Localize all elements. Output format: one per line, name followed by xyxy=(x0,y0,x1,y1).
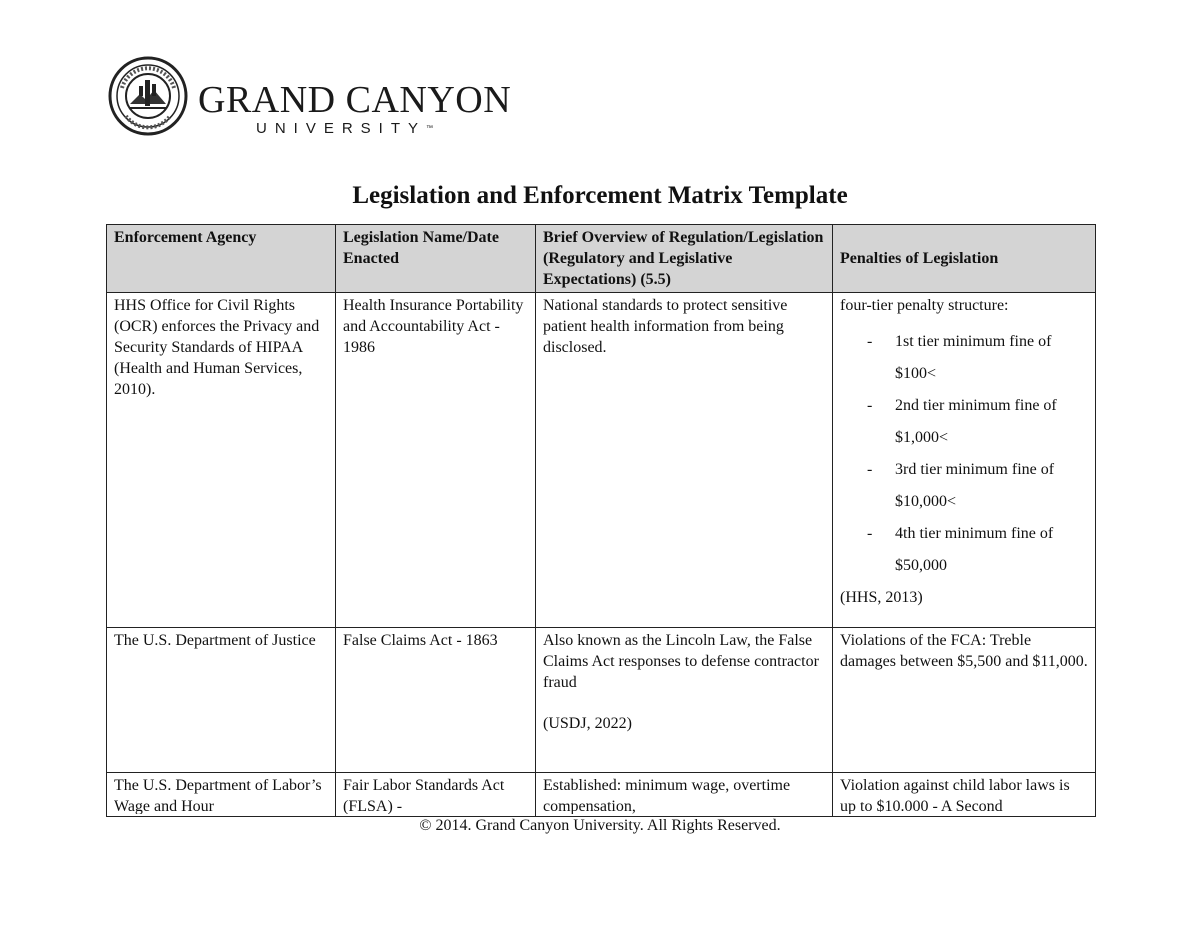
penalties-text: Violation against child labor laws is up to $10.000 - A Second xyxy=(840,777,1070,814)
table-row xyxy=(107,628,1096,773)
penalties-citation: (HHS, 2013) xyxy=(840,589,923,606)
university-logo xyxy=(108,54,512,140)
list-item: - 3rd tier minimum fine of $10,000< xyxy=(840,454,1088,518)
table-header-row xyxy=(107,225,1096,293)
header-legislation-name-date: Legislation Name/Date Enacted xyxy=(336,225,536,293)
header-enforcement-agency: Enforcement Agency xyxy=(107,225,336,293)
cell-agency: HHS Office for Civil Rights (OCR) enforces the Privacy and Security Standards of HIPAA (Health and Human Services, 2010). xyxy=(107,293,336,628)
cell-penalties xyxy=(833,773,1096,817)
agency-text: The U.S. Department of Labor’s Wage and Hour xyxy=(114,777,322,814)
university-wordmark xyxy=(198,80,511,138)
penalty-tier-list xyxy=(840,326,1088,582)
document-title: Legislation and Enforcement Matrix Template xyxy=(352,182,848,209)
header-penalties: Penalties of Legislation xyxy=(833,225,1096,293)
cell-agency xyxy=(107,773,336,817)
penalties-intro: four-tier penalty structure: xyxy=(840,297,1009,314)
cell-legislation: False Claims Act - 1863 xyxy=(336,628,536,773)
legislation-matrix-table xyxy=(106,224,1096,817)
table-row xyxy=(107,293,1096,628)
overview-text: Also known as the Lincoln Law, the False Claims Act responses to defense contractor fraud xyxy=(543,632,819,691)
list-item: - 4th tier minimum fine of $50,000 xyxy=(840,518,1088,582)
logo-trademark: ™ xyxy=(426,125,434,132)
logo-name-line2 xyxy=(256,120,511,138)
overview-text: Established: minimum wage, overtime compensation, xyxy=(543,777,791,814)
university-seal-icon xyxy=(108,54,188,138)
legislation-text: Fair Labor Standards Act (FLSA) - xyxy=(343,777,505,814)
cell-overview: National standards to protect sensitive patient health information from being disclosed. xyxy=(536,293,833,628)
cell-penalties xyxy=(833,293,1096,628)
table-row xyxy=(107,773,1096,817)
cell-overview xyxy=(536,628,833,773)
cell-legislation xyxy=(336,773,536,817)
logo-name-line2-text: UNIVERSITY xyxy=(256,120,427,137)
cell-penalties: Violations of the FCA: Treble damages between $5,500 and $11,000. xyxy=(833,628,1096,773)
copyright-footer: © 2014. Grand Canyon University. All Rights Reserved. xyxy=(419,817,781,834)
header-brief-overview: Brief Overview of Regulation/Legislation (Regulatory and Legislative Expectations) (5.5) xyxy=(536,225,833,293)
logo-name-line1: GRAND CANYON xyxy=(198,79,512,121)
list-item: - 1st tier minimum fine of $100< xyxy=(840,326,1088,390)
list-item: - 2nd tier minimum fine of $1,000< xyxy=(840,390,1088,454)
cell-agency: The U.S. Department of Justice xyxy=(107,628,336,773)
overview-citation: (USDJ, 2022) xyxy=(543,715,632,732)
cell-overview xyxy=(536,773,833,817)
cell-legislation: Health Insurance Portability and Accountability Act - 1986 xyxy=(336,293,536,628)
